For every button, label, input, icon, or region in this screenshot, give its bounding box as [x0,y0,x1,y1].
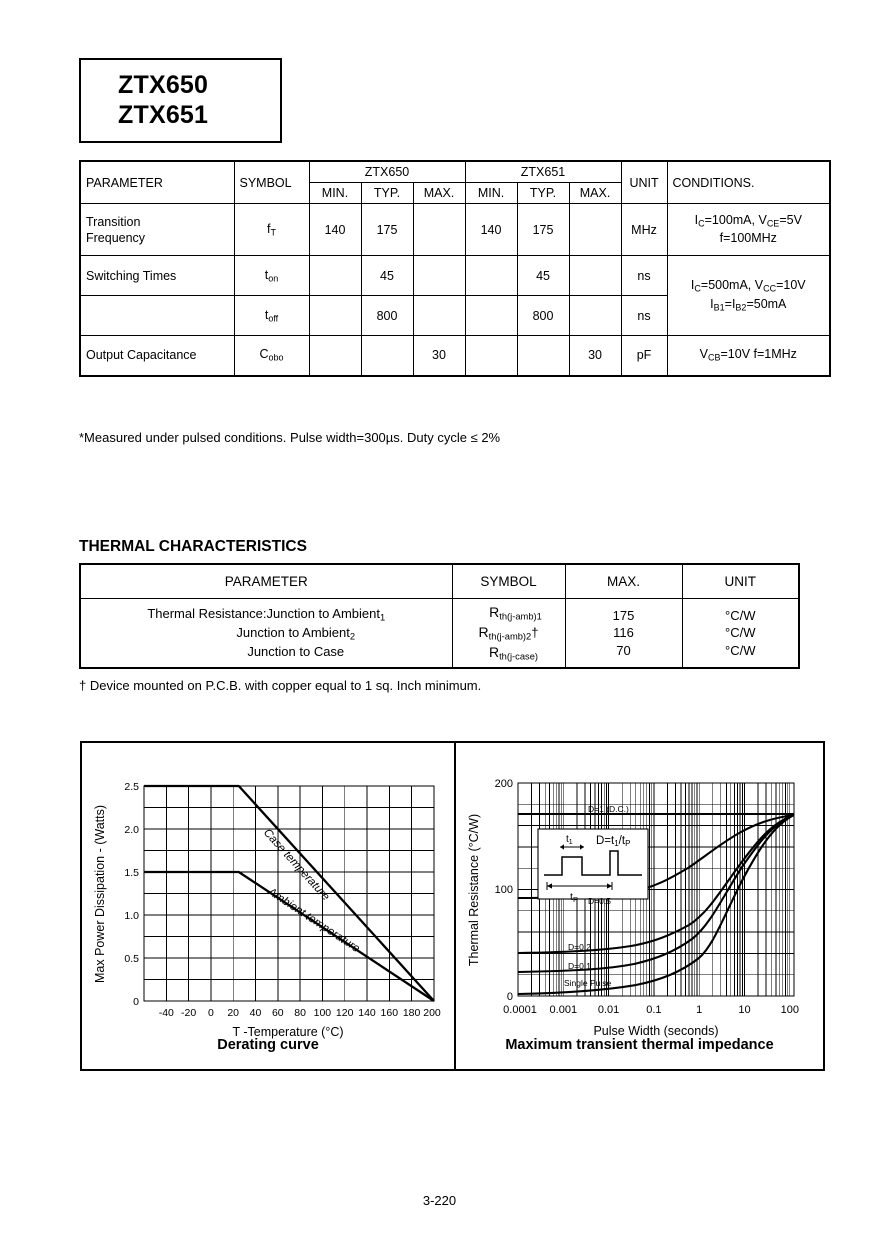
symbol-cobo: $C_{obo}$ [234,336,309,376]
value-d1-max [413,256,465,296]
param-output-capacitance: Output Capacitance [80,336,234,376]
thermal-impedance-caption: Maximum transient thermal impedance [505,1037,774,1053]
xtick-label: 120 [335,1007,354,1019]
xtick-label: 60 [271,1007,284,1019]
pulse-waveform-inset [538,829,648,904]
y-axis-tick-labels [495,778,513,1003]
symbol-rth-j-amb-1: $R_{th(j-amb)1}$ [489,603,542,622]
table-row [80,256,830,296]
conditions-ib-line: $I_{B1}=I_{B2}=50mA$ [710,296,787,313]
value-d2-typ: 175 [517,204,569,256]
part-number-ztx651: ZTX651 [118,100,209,129]
value-unit: ns [621,256,667,296]
series-label-d01: D=0.1 [568,961,591,971]
max-value-3: 70 [616,642,631,658]
header-max: MAX. [565,564,682,598]
value-d1-max [413,204,465,256]
value-d2-max [569,296,621,336]
xtick-label: 100 [780,1004,799,1016]
xtick-label: 200 [423,1007,441,1019]
conditions-cell: $I_C=100mA$, $V_{CE}=5V$ f=100MHz [667,204,830,256]
header-parameter: PARAMETER [80,564,452,598]
symbol-ft: $f_T$ [234,204,309,256]
part-number-box [79,58,282,143]
value-d2-typ: 45 [517,256,569,296]
header-symbol: SYMBOL [452,564,565,598]
xtick-label: 180 [402,1007,421,1019]
conditions-cell: $V_{CB}=10V$ f=1MHz [667,336,830,376]
series-label-d1-dc: D=1 (D.C.) [588,804,629,814]
inset-label-t1: $t_1$ [566,834,573,846]
series-label-d05: D=0.5 [588,896,611,906]
conditions-cell: $I_C=500mA$, $V_{CC}=10V$ $I_{B1}=I_{B2}=50mA$ [667,256,830,336]
value-d1-max [413,296,465,336]
xtick-label: -40 [158,1007,174,1019]
max-value-1: 175 [612,607,635,623]
symbol-stack [452,598,565,668]
value-unit: MHz [621,204,667,256]
pcb-mounting-footnote: † Device mounted on P.C.B. with copper equal to 1 sq. Inch minimum. [79,678,482,693]
table-header-row-1 [80,161,830,183]
pulsed-conditions-footnote: *Measured under pulsed conditions. Pulse width=300µs. Duty cycle ≤ 2% [79,430,501,445]
x-axis-title: T -Temperature (°C) [232,1025,344,1039]
xtick-label: 0 [207,1007,214,1019]
header-d2-max: MAX. [569,183,621,204]
chart-grid [144,786,434,1001]
header-conditions: CONDITIONS. [667,161,830,204]
xtick-label: 40 [249,1007,262,1019]
param-line1: Transition [86,214,141,229]
unit-value-3: °C/W [725,642,756,658]
series-label-ambient-temperature: Ambient temperature [265,885,362,956]
x-axis-title: Pulse Width (seconds) [593,1024,719,1038]
xtick-label: 0.1 [646,1004,662,1016]
derating-curve-panel [82,743,456,1069]
symbol-toff: $t_{off}$ [234,296,309,336]
xtick-label: 0.001 [549,1004,578,1016]
max-value-2: 116 [613,625,634,641]
symbol-rth-j-amb-2: $R_{th(j-amb)2}\dagger$ [478,623,539,642]
ytick-label: 2.0 [124,824,139,836]
transient-thermal-impedance-chart [456,743,823,1073]
table-row [80,204,830,256]
table-row [80,336,830,376]
unit-value-2: °C/W [725,625,756,641]
electrical-characteristics-table [79,160,831,377]
value-d1-typ [361,336,413,376]
ytick-label: 1.5 [124,867,139,879]
ytick-label: 1.0 [124,910,139,922]
max-values [565,598,682,668]
param-transition-frequency [80,204,234,256]
param-line2: Frequency [86,230,146,245]
value-d2-max [569,256,621,296]
param-switching-times: Switching Times [80,256,234,296]
value-unit: pF [621,336,667,376]
inset-formula: D=t1/tP [596,835,631,848]
y-axis-title: Thermal Resistance (°C/W) [467,813,481,967]
value-unit: ns [621,296,667,336]
inset-label-tp: tP [570,891,578,904]
page-footer: 3-220 [422,1193,457,1208]
header-unit: UNIT [621,161,667,204]
xtick-label: 10 [738,1004,751,1016]
header-d1-typ: TYP. [361,183,413,204]
table-header-row [80,564,799,598]
value-d1-typ: 45 [361,256,413,296]
value-d2-max: 30 [569,336,621,376]
ytick-label: 100 [494,884,513,896]
graphs-container [80,741,825,1071]
thermal-characteristics-heading: THERMAL CHARACTERISTICS [79,538,307,555]
header-d1-min: MIN. [309,183,361,204]
x-axis-tick-labels [503,1004,799,1016]
header-parameter: PARAMETER [80,161,234,204]
part-number-ztx650: ZTX650 [118,71,209,99]
ytick-label: 0.5 [124,953,139,965]
ytick-label: 200 [494,778,513,790]
series-label-single-pulse: Single Pulse [564,978,612,988]
series-label-d02: D=0.2 [568,942,591,952]
value-d2-min [465,296,517,336]
xtick-label: 160 [380,1007,399,1019]
derating-curve-chart [82,743,456,1073]
value-d1-max: 30 [413,336,465,376]
xtick-label: 0.01 [597,1004,620,1016]
xtick-label: -20 [181,1007,197,1019]
unit-value-1: °C/W [725,607,756,623]
header-device-ztx650: ZTX650 [309,161,465,183]
header-d2-min: MIN. [465,183,517,204]
thermal-characteristics-table [79,563,800,669]
header-unit: UNIT [682,564,799,598]
value-d1-min [309,336,361,376]
symbol-rth-j-case: $R_{th(j-case)}$ [488,643,539,662]
symbol-ton: $t_{on}$ [234,256,309,296]
header-device-ztx651: ZTX651 [465,161,621,183]
ytick-label: 2.5 [124,781,139,793]
unit-values [682,598,799,668]
xtick-label: 0.0001 [503,1004,537,1016]
param-blank [80,296,234,336]
thermal-impedance-panel [456,743,823,1069]
value-d2-min [465,256,517,296]
value-d1-typ: 175 [361,204,413,256]
header-d2-typ: TYP. [517,183,569,204]
value-d1-min [309,256,361,296]
value-d1-typ: 800 [361,296,413,336]
param-thermal-resistance [80,598,452,668]
xtick-label: 100 [313,1007,332,1019]
y-axis-title: Max Power Dissipation - (Watts) [93,804,107,984]
xtick-label: 140 [358,1007,376,1019]
value-d1-min [309,296,361,336]
ytick-label: 0 [133,996,139,1008]
value-d2-min: 140 [465,204,517,256]
xtick-label: 20 [227,1007,240,1019]
ytick-label: 0 [506,991,513,1003]
xtick-label: 80 [294,1007,306,1019]
x-axis-tick-labels [159,1007,441,1019]
derating-curve-caption: Derating curve [217,1037,319,1053]
value-d2-max [569,204,621,256]
y-axis-tick-labels [124,781,139,1008]
param-junction-to-case: Junction to Case [247,644,345,660]
value-d2-typ [517,336,569,376]
table-row [80,598,799,668]
value-d1-min: 140 [309,204,361,256]
series-label-case-temperature: Case temperature [260,826,332,904]
value-d2-typ: 800 [517,296,569,336]
value-d2-min [465,336,517,376]
xtick-label: 1 [696,1004,703,1016]
header-symbol: SYMBOL [234,161,309,204]
param-junction-to-ambient-2: Junction to Ambient$_2$ [236,625,356,642]
param-junction-to-ambient-1: Thermal Resistance:Junction to Ambient$_1$ [147,605,386,623]
header-d1-max: MAX. [413,183,465,204]
